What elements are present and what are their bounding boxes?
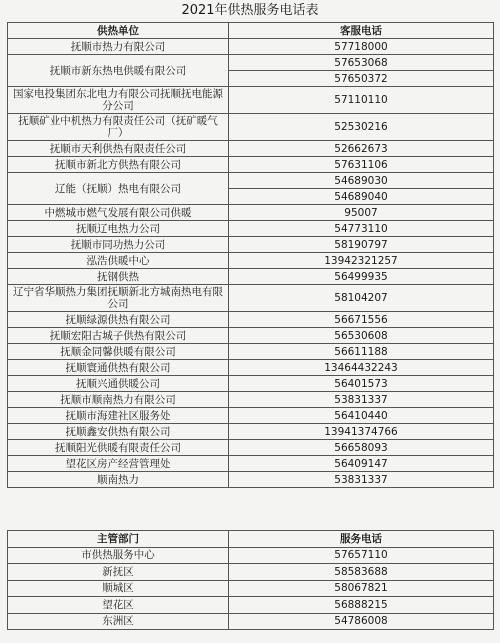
table-row bbox=[8, 328, 494, 344]
phone-number: 57631106 bbox=[229, 157, 494, 173]
table-row bbox=[8, 424, 494, 440]
table-row bbox=[8, 285, 494, 312]
table-row bbox=[8, 237, 494, 253]
unit-name: 泓浩供暖中心 bbox=[8, 253, 229, 269]
phone-number: 58104207 bbox=[229, 285, 494, 312]
header-phone: 客服电话 bbox=[229, 23, 494, 39]
unit-name: 国家电投集团东北电力有限公司抚顺抚电能源分公司 bbox=[8, 87, 229, 114]
phone-number: 13941374766 bbox=[229, 424, 494, 440]
unit-name: 抚顺市同功热力公司 bbox=[8, 237, 229, 253]
unit-name: 抚顺市天利供热有限责任公司 bbox=[8, 141, 229, 157]
phone-number: 56409147 bbox=[229, 456, 494, 472]
unit-name: 抚顺市海建社区服务处 bbox=[8, 408, 229, 424]
phone-number: 57653068 bbox=[229, 55, 494, 71]
table-row bbox=[8, 580, 494, 597]
phone-number: 56499935 bbox=[229, 269, 494, 285]
unit-name: 抚顺兴通供暖公司 bbox=[8, 376, 229, 392]
table-row bbox=[8, 440, 494, 456]
phone-number: 54689030 bbox=[229, 173, 494, 189]
phone-number: 56658093 bbox=[229, 440, 494, 456]
unit-name: 辽能（抚顺）热电有限公司 bbox=[8, 173, 229, 205]
table-row bbox=[8, 376, 494, 392]
unit-name: 抚顺绿源供热有限公司 bbox=[8, 312, 229, 328]
unit-name: 抚顺阳光供暖有限责任公司 bbox=[8, 440, 229, 456]
phone-number: 52662673 bbox=[229, 141, 494, 157]
unit-name: 抚顺金同馨供暖有限公司 bbox=[8, 344, 229, 360]
table-row bbox=[8, 157, 494, 173]
unit-name: 东洲区 bbox=[8, 613, 229, 630]
heating-table-body bbox=[8, 39, 494, 488]
table-row bbox=[8, 55, 494, 71]
unit-name: 抚顺市新北方供热有限公司 bbox=[8, 157, 229, 173]
phone-number: 53831337 bbox=[229, 472, 494, 488]
unit-name: 抚顺市热力有限公司 bbox=[8, 39, 229, 55]
table-row bbox=[8, 597, 494, 614]
phone-number: 56401573 bbox=[229, 376, 494, 392]
header-unit: 供热单位 bbox=[8, 23, 229, 39]
table-row bbox=[8, 408, 494, 424]
phone-number: 56530608 bbox=[229, 328, 494, 344]
phone-number: 56611188 bbox=[229, 344, 494, 360]
table-row bbox=[8, 39, 494, 55]
table-header-row bbox=[8, 531, 494, 548]
table-row bbox=[8, 253, 494, 269]
phone-number: 58583688 bbox=[229, 564, 494, 581]
phone-number: 57110110 bbox=[229, 87, 494, 114]
department-table bbox=[7, 530, 494, 630]
header-department: 主管部门 bbox=[8, 531, 229, 548]
table-row bbox=[8, 613, 494, 630]
unit-name: 望花区 bbox=[8, 597, 229, 614]
page-title: 2021年供热服务电话表 bbox=[181, 3, 319, 18]
table-row bbox=[8, 564, 494, 581]
phone-number: 53831337 bbox=[229, 392, 494, 408]
table-row bbox=[8, 392, 494, 408]
phone-number: 54786008 bbox=[229, 613, 494, 630]
table-row bbox=[8, 221, 494, 237]
table-row bbox=[8, 456, 494, 472]
unit-name: 抚顺市新东热电供暖有限公司 bbox=[8, 55, 229, 87]
unit-name: 抚顺辽电热力公司 bbox=[8, 221, 229, 237]
phone-number: 56671556 bbox=[229, 312, 494, 328]
table-row bbox=[8, 360, 494, 376]
unit-name: 抚顺市顺南热力有限公司 bbox=[8, 392, 229, 408]
table-row bbox=[8, 205, 494, 221]
phone-number: 57650372 bbox=[229, 71, 494, 87]
unit-name: 新抚区 bbox=[8, 564, 229, 581]
phone-number: 13464432243 bbox=[229, 360, 494, 376]
unit-name: 辽宁省华顺热力集团抚顺新北方城南热电有限公司 bbox=[8, 285, 229, 312]
unit-name: 顺南热力 bbox=[8, 472, 229, 488]
table-header-row bbox=[8, 23, 494, 39]
unit-name: 抚顺寰通供热有限公司 bbox=[8, 360, 229, 376]
phone-number: 52530216 bbox=[229, 114, 494, 141]
table-row bbox=[8, 344, 494, 360]
table-row bbox=[8, 547, 494, 564]
unit-name: 市供热服务中心 bbox=[8, 547, 229, 564]
unit-name: 望花区房产经营管理处 bbox=[8, 456, 229, 472]
unit-name: 顺城区 bbox=[8, 580, 229, 597]
phone-number: 56888215 bbox=[229, 597, 494, 614]
table-row bbox=[8, 312, 494, 328]
heating-service-table bbox=[7, 22, 494, 488]
header-service-phone: 服务电话 bbox=[229, 531, 494, 548]
unit-name: 中燃城市燃气发展有限公司供暖 bbox=[8, 205, 229, 221]
phone-number: 57657110 bbox=[229, 547, 494, 564]
table-row bbox=[8, 114, 494, 141]
table-row bbox=[8, 472, 494, 488]
unit-name: 抚顺宏阳古城子供热有限公司 bbox=[8, 328, 229, 344]
phone-number: 57718000 bbox=[229, 39, 494, 55]
phone-number: 54773110 bbox=[229, 221, 494, 237]
phone-number: 56410440 bbox=[229, 408, 494, 424]
table-row bbox=[8, 173, 494, 189]
unit-name: 抚顺矿业中机热力有限责任公司（抚矿暖气厂） bbox=[8, 114, 229, 141]
department-table-body bbox=[8, 547, 494, 630]
phone-number: 58190797 bbox=[229, 237, 494, 253]
phone-number: 13942321257 bbox=[229, 253, 494, 269]
phone-number: 58067821 bbox=[229, 580, 494, 597]
table-row bbox=[8, 141, 494, 157]
table-row bbox=[8, 87, 494, 114]
unit-name: 抚顺鑫安供热有限公司 bbox=[8, 424, 229, 440]
unit-name: 抚钢供热 bbox=[8, 269, 229, 285]
phone-number: 95007 bbox=[229, 205, 494, 221]
table-row bbox=[8, 269, 494, 285]
phone-number: 54689040 bbox=[229, 189, 494, 205]
